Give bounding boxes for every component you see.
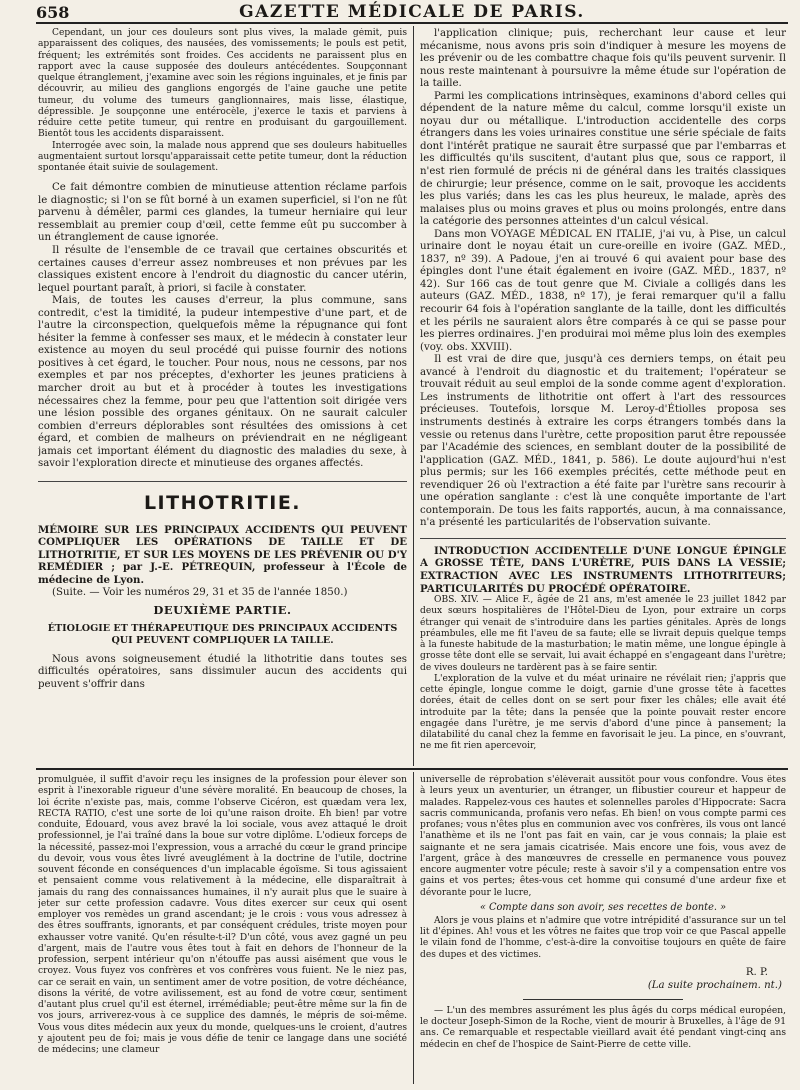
paragraph: Mais, de toutes les causes d'erreur, la plus commune, sans contredit, c'est la timidité, la pudeur intempestive d'une part, et de l'autre la circonspection, quelquefois même la répugnance qui font hésiter la femme à confesser ses maux, et le médecin à constater leur existence au moyen du seul procédé qui puisse fournir des notions positives à cet égard, le toucher. Pour nous, nous ne cessons, par nos exemples et par nos préceptes, d'exhorter les jeunes praticiens à marcher droit au but et à procéder à toutes les investigations nécessaires chez la femme, pour peu que l'attention soit dirigée vers une lésion possible des organes génitaux. On ne saurait calculer combien d'erreurs déplorables sont résultées des omissions à cet égard, et combien de malheurs on préviendrait en ne négligeant jamais cet important élément du diagnostic des maladies du sexe, à savoir l'exploration directe et minutieuse des organes affectés. [38, 295, 407, 470]
subheading: ÉTIOLOGIE ET THÉRAPEUTIQUE DES PRINCIPAUX ACCIDENTS QUI PEUVENT COMPLIQUER LA TAILLE. [47, 623, 398, 646]
section-title: LITHOTRITIE. [143, 491, 302, 514]
feuilleton-rule [36, 768, 788, 770]
column-divider-top [413, 26, 414, 766]
news-item: — L'un des membres assurément les plus âgés du corps médical européen, le docteur Joseph-Simon de la Roche, vient de mourir à Bruxelles, à l'âge de 91 ans. Ce remarquable et respectable vieillard avait été pendant vingt-cinq ans médecin en chef de l'hospice de Saint-Pierre de cette ville. [420, 1005, 786, 1050]
paragraph: Dans mon VOYAGE MÉDICAL EN ITALIE, j'ai vu, à Pise, un calcul urinaire dont le noyau était un cure-oreille en ivoire (GAZ. MÉD., 1837, nº 39). A Padoue, j'en ai trouvé 6 qui avaient pour base des épingles dont l'une était également en ivoire (GAZ. MÉD., 1837, nº 42). Sur 166 cas de tout genre que M. Civiale a colligés dans les auteurs (GAZ. MÉD., 1838, nº 17), je ferai remarquer qu'il a fallu recourir 64 fois à l'opération sanglante de la taille, dont les difficultés et les périls ne sauraient alors être comparés à ce qui se passe pour les pierres ordinaires. J'en produirai moi même plus loin des exemples (voy. obs. XXVIII). [420, 228, 786, 353]
paragraph: l'application clinique; puis, recherchant leur cause et leur mécanisme, nous avons pris soin d'indiquer à mesure les moyens de les prévenir ou de les combattre chaque fois qu'ils peuvent survenir. Il nous reste maintenant à poursuivre la même étude sur l'opération de la taille. [420, 28, 786, 90]
paragraph: Nous avons soigneusement étudié la lithotritie dans toutes ses difficultés opératoires, sans dissimuler aucun des accidents qui peuvent s'offrir dans [38, 653, 407, 690]
paragraph: Interrogée avec soin, la malade nous apprend que ses douleurs habituelles augmentaient surtout lorsqu'apparaissait cette petite tumeur, dont la réduction spontanée était suivie de soulagement. [38, 140, 407, 173]
part-heading: DEUXIÈME PARTIE. [153, 603, 292, 618]
journal-title: GAZETTE MÉDICALE DE PARIS. [239, 2, 585, 22]
column-bottom-right [420, 775, 786, 1087]
column-top-left [38, 28, 407, 766]
paragraph: universelle de réprobation s'élèverait aussitôt pour vous confondre. Vous êtes à leurs yeux un aventurier, un étranger, un flibustier coureur et happeur de malades. Rappelez-vous ces hautes et solennelles paroles d'Hippocrate: Sacra sacris communicanda, profanis vero nefas. Eh bien! on vous compte parmi ces profanes; vous n'êtes plus en communion avec vos confrères, ils vous ont lancé l'anathème et ils ne l'ont pas fait en vain, car je vous connais; la plaie est saignante et ne sera jamais cicatrisée. Mais encore une fois, vous avez de l'argent, grâce à des manœuvres de cresselle en permanence vous pouvez encore augmenter votre pécule; reste à savoir s'il y a compensation entre vos gains et vos pertes; êtes-vous cet homme qui consumé d'une ardeur fixe et dévorante pour le lucre, [420, 775, 786, 898]
news-divider [523, 999, 683, 1000]
memoir-title: MÉMOIRE SUR LES PRINCIPAUX ACCIDENTS QUI PEUVENT COMPLIQUER LES OPÉRATIONS DE TAILLE ET DE LITHOTRITIE, ET SUR LES MOYENS DE LES PRÉVENIR OU D'Y REMÉDIER ; par J.-E. PÉTREQUIN, professeur à l'École de médecine de Lyon. [38, 523, 407, 587]
observation-title: INTRODUCTION ACCIDENTELLE D'UNE LONGUE ÉPINGLE A GROSSE TÊTE, DANS L'URÈTRE, PUIS DANS LA VESSIE; EXTRACTION AVEC LES INSTRUMENTS LITHOTRITEURS; PARTICULARITÉS DU PROCÉDÉ OPÉRATOIRE. [420, 544, 786, 595]
paragraph: L'exploration de la vulve et du méat urinaire ne révélait rien; j'appris que cette épingle, longue comme le doigt, garnie d'une grosse tête à facettes dorées, était de celles dont on se sert pour fixer les châles; elle avait été introduite par la tête; dans la pensée que la pointe pouvait rester encore engagée dans l'urètre, je me servis d'abord d'une pince à pansement; la dilatabilité du canal chez la femme en favorisait le jeu. La pince, en s'ouvrant, ne me fit rien apercevoir, [420, 673, 786, 752]
column-bottom-left [38, 775, 407, 1087]
paragraph: Il résulte de l'ensemble de ce travail que certaines obscurités et certaines causes d'erreur assez nombreuses et non prévues par les classiques existent encore à l'endroit du diagnostic du cancer utérin, lequel pourtant paraît, à priori, si facile à constater. [38, 244, 407, 294]
paragraph: Alors je vous plains et n'admire que votre intrépidité d'assurance sur un tel lit d'épines. Ah! vous et les vôtres ne faites que trop voir ce que Pascal appelle le vilain fond de l'homme, c'est-à-dire la convoitise toujours en quête de faire des dupes et des victimes. [420, 915, 786, 960]
page-header [34, 0, 790, 22]
signature: R. P. [745, 966, 768, 978]
column-divider-bottom [413, 772, 414, 1084]
paragraph: Parmi les complications intrinsèques, examinons d'abord celles qui dépendent de la nature même du calcul, comme lorsqu'il existe un noyau dur ou métallique. L'introduction accidentelle des corps étrangers dans les voies urinaires constitue une série spéciale de faits dont l'intérêt pratique ne saurait être surpassé que par l'embarras et les difficultés qu'ils suscitent, d'autant plus que, sous ce rapport, il n'est rien formulé de précis ni de général dans les traités classiques de chirurgie; leur présence, comme on le sait, provoque les accidents les plus variés; dans les cas les plus heureux, le malade, après des malaises plus ou moins graves et plus ou moins prolongés, entre dans la catégorie des personnes atteintes d'un calcul vésical. [420, 90, 786, 228]
page-number: 658 [36, 3, 70, 22]
paragraph: promulguée, il suffit d'avoir reçu les insignes de la profession pour élever son esprit à l'inexorable rigueur d'une sévère moralité. En beaucoup de choses, la loi écrite n'existe pas, mais, comme l'observe Cicéron, est quædam vera lex, RECTA RATIO, c'est une sorte de loi qu'une raison droite. Eh bien! par votre conduite, Édouard, vous avez bravé la loi sociale, vous avez attaqué le droit professionnel, je l'ai traîné dans la boue sur votre diplôme. L'odieux forceps de la nécessité, passez-moi l'expression, vous a arraché du cœur le grand principe du devoir, vous vous êtes livré aveuglément à la doctrine de l'utile, doctrine souvent féconde en conséquences d'un implacable égoïsme. Si tous agissaient et pensaient comme vous relativement à la médecine, elle disparaîtrait à jamais du rang des connaissances humaines, il n'y aurait plus que le suaire à jeter sur cette profession cadavre. Vous dites exercer sur ceux qui osent employer vos remèdes un grand ascendant; je le crois : vous vous adressez à des êtres souffrants, ignorants, et par conséquent crédules, triste moyen pour exhausser votre vanité. Qu'en résulte-t-il? D'un côté, vous avez gagné un peu d'argent, mais de l'autre vous êtes tout à fait en dehors de l'honneur de la profession, serpent intérieur qu'on n'étouffe pas aussi aisément que vous le croyez. Vous fuyez vos confrères et vos confrères vous fuient. Ne le niez pas, car ce serait en vain, un sentiment amer de votre position, de votre déchéance, disons la vérité, de votre avilissement, est au fond de votre cœur, sentiment d'autant plus cruel qu'il est éternel, irrémédiable; peut-être même sur la fin de vos jours, arriverez-vous à ce supplice des damnés, le mépris de soi-même. Vous vous dites médecin aux yeux du monde, quelques-uns le croient, d'autres y ajoutent peu de foi; mais je vous défie de tenir ce langage dans une société de médecins; une clameur [38, 775, 407, 1055]
quotation: « Compte dans son avoir, ses recettes de bonte. » [479, 901, 727, 913]
continued-note: (La suite prochainem. nt.) [647, 979, 782, 991]
paragraph: Cependant, un jour ces douleurs sont plus vives, la malade gémit, puis apparaissent des coliques, des nausées, des vomissements; le pouls est petit, fréquent; les extrémités sont froides. Ces accidents ne paraissent plus en rapport avec la cause supposée des douleurs antécédentes. Soupçonnant quelque étranglement, j'examine avec soin les régions inguinales, et je finis par découvrir, au milieu des ganglions engorgés de l'aine gauche une petite tumeur, du volume des tumeurs ganglionnaires, mais lisse, élastique, dépressible. Je soupçonne une entérocèle, j'exerce le taxis et parviens à réduire cette petite tumeur, qui rentre en produisant du gargouillement. Bientôt tous les accidents disparaissent. [38, 28, 407, 140]
paragraph: Ce fait démontre combien de minutieuse attention réclame parfois le diagnostic; si l'on se fût borné à un examen superficiel, si l'on ne fût parvenu à démêler, parmi ces glandes, la tumeur herniaire qui leur ressemblait au premier coup d'œil, cette femme eût pu succomber à un étranglement de cause ignorée. [38, 182, 407, 244]
column-top-right [420, 28, 786, 766]
header-rule [36, 22, 788, 24]
suite-reference: (Suite. — Voir les numéros 29, 31 et 35 de l'année 1850.) [52, 586, 348, 598]
paragraph: OBS. XIV. — Alice F., âgée de 21 ans, m'est amenée le 23 juillet 1842 par deux sœurs hospitalières de l'Hôtel-Dieu de Lyon, pour extraire un corps étranger qui venait de s'introduire dans les parties génitales. Après de longs préambules, elle me fit l'aveu de sa faute; elle se livrait depuis quelque temps à la funeste habitude de la masturbation; le matin même, une longue épingle à grosse tête dont elle se servait, lui avait échappé en s'engageant dans l'urètre; de vives douleurs ne tardèrent pas à se faire sentir. [420, 595, 786, 673]
paragraph: Il est vrai de dire que, jusqu'à ces derniers temps, on était peu avancé à l'endroit du diagnostic et du traitement; l'opérateur se trouvait réduit au seul emploi de la sonde comme agent d'exploration. Les instruments de lithotritie ont offert à l'art des ressources précieuses. Toutefois, lorsque M. Leroy-d'Étiolles proposa ses instruments destinés à extraire les corps étrangers tombés dans la vessie ou retenus dans l'urètre, cette proposition parut être repoussée par l'Académie des sciences, en semblant douter de la possibilité de l'application (GAZ. MÉD., 1841, p. 586). Le doute aujourd'hui n'est plus permis; sur les 166 exemples précités, cette méthode peut en revendiquer 26 où l'extraction a été faite par l'urètre sans recourir à une opération sanglante : c'est là une conquête importante de l'art contemporain. De tous les faits rapportés, aucun, à ma connaissance, n'a présenté les particularités de l'observation suivante. [420, 354, 786, 529]
